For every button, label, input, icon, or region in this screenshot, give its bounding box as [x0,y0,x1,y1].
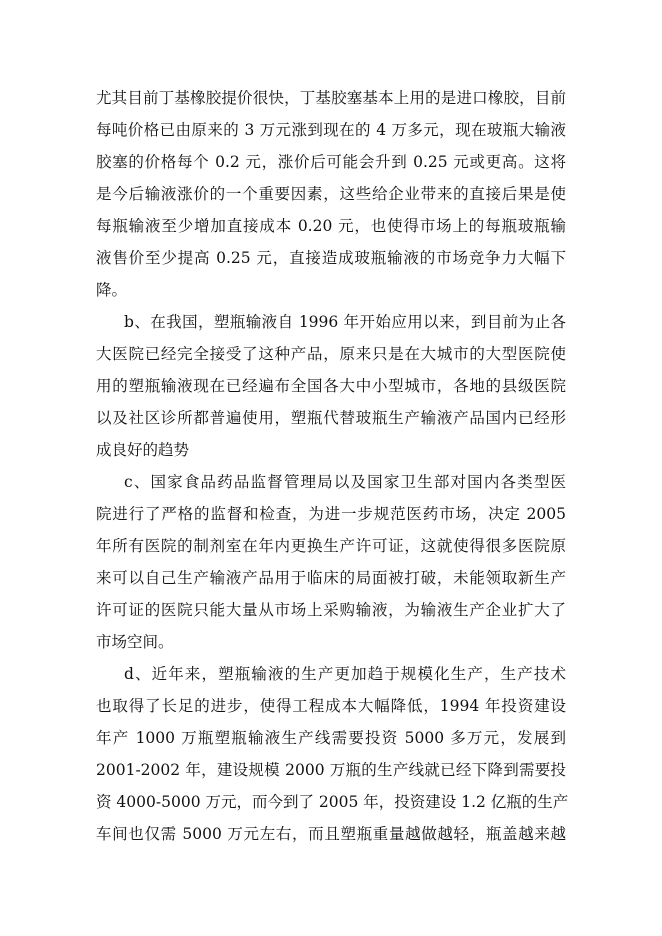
text-line: 市场空间。 [96,633,174,651]
text-line: 年所有医院的制剂室在年内更换生产许可证，这就使得很多医院原 [96,537,566,555]
text-line: 降。 [96,281,128,299]
text-line: 来可以自己生产输液产品用于临床的局面被打破，未能领取新生产 [96,569,566,587]
text-line: b、在我国，塑瓶输液自 1996 年开始应用以来，到目前为止各 [124,313,566,331]
text-line: c、国家食品药品监督管理局以及国家卫生部对国内各类型医 [124,473,566,491]
text-line: 液售价至少提高 0.25 元，直接造成玻瓶输液的市场竞争力大幅下 [96,249,566,267]
text-line: 许可证的医院只能大量从市场上采购输液，为输液生产企业扩大了 [96,601,566,619]
text-line: 以及社区诊所都普遍使用，塑瓶代替玻瓶生产输液产品国内已经形 [96,409,566,427]
text-line: 成良好的趋势 [96,441,190,459]
text-line: 车间也仅需 5000 万元左右，而且塑瓶重量越做越轻，瓶盖越来越 [96,825,566,843]
text-line: 胶塞的价格每个 0.2 元，涨价后可能会升到 0.25 元或更高。这将 [96,153,566,171]
text-line: 大医院已经完全接受了这种产品，原来只是在大城市的大型医院使 [96,345,566,363]
text-line: 用的塑瓶输液现在已经遍布全国各大中小型城市，各地的县级医院 [96,377,566,395]
text-line: 院进行了严格的监督和检查，为进一步规范医药市场，决定 2005 [96,505,566,523]
text-line: 每瓶输液至少增加直接成本 0.20 元，也使得市场上的每瓶玻瓶输 [96,217,566,235]
text-line: 尤其目前丁基橡胶提价很快，丁基胶塞基本上用的是进口橡胶，目前 [96,89,566,107]
text-line: 2001-2002 年，建设规模 2000 万瓶的生产线就已经下降到需要投 [96,761,566,779]
text-line: 是今后输液涨价的一个重要因素，这些给企业带来的直接后果是使 [96,185,566,203]
text-line: d、近年来，塑瓶输液的生产更加趋于规模化生产，生产技术 [124,665,566,683]
text-line: 年产 1000 万瓶塑瓶输液生产线需要投资 5000 多万元，发展到 [96,729,566,747]
text-line: 也取得了长足的进步，使得工程成本大幅降低，1994 年投资建设 [96,697,566,715]
text-line: 资 4000-5000 万元，而今到了 2005 年，投资建设 1.2 亿瓶的生产 [96,793,569,811]
text-line: 每吨价格已由原来的 3 万元涨到现在的 4 万多元，现在玻瓶大输液 [96,121,566,139]
